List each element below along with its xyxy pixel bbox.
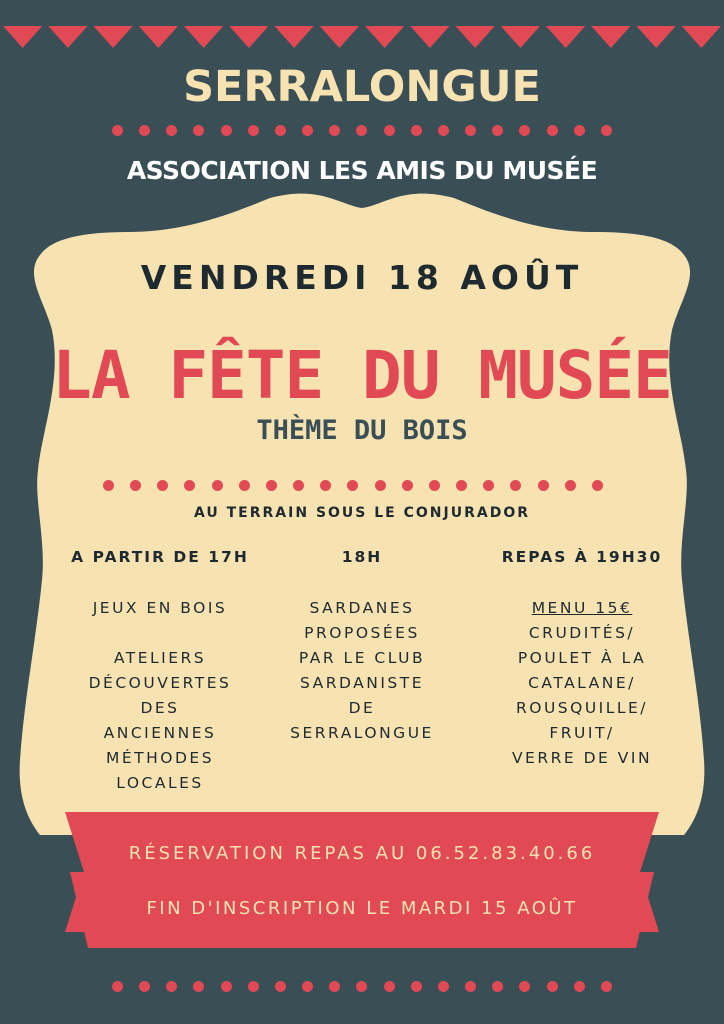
decorative-dot [302,981,313,992]
decorative-dot [166,981,177,992]
menu-line: CATALANE/ [528,674,636,692]
activity-line: DES [140,699,180,717]
decorative-dot [320,480,331,491]
decorative-dot [438,125,449,136]
decorative-dot [438,981,449,992]
association-name: ASSOCIATION LES AMIS DU MUSÉE [126,156,598,185]
column-heading: REPAS À 19H30 [501,548,663,566]
decorative-dot [275,125,286,136]
activity-line: JEUX EN BOIS [92,599,228,617]
decorative-dot [157,480,168,491]
menu-line: VERRE DE VIN [511,749,653,767]
decorative-dot [221,125,232,136]
decorative-dot [130,480,141,491]
event-name: LA FÊTE DU MUSÉE [52,337,672,414]
decorative-dot [375,480,386,491]
activity-line: ATELIERS [113,649,207,667]
decorative-dot [601,125,612,136]
decorative-dot [456,480,467,491]
decorative-dot [402,480,413,491]
decorative-dot [293,480,304,491]
menu-line: CRUDITÉS/ [528,624,636,642]
reservation-phone: RÉSERVATION REPAS AU 06.52.83.40.66 [128,843,596,864]
decorative-dot [184,480,195,491]
decorative-dot [429,480,440,491]
dot-divider-middle [103,480,603,491]
decorative-dot [547,125,558,136]
decorative-dot [193,981,204,992]
decorative-dot [193,125,204,136]
activity-line: DÉCOUVERTES [88,674,232,692]
activity-line: SERRALONGUE [290,724,434,742]
decorative-dot [221,981,232,992]
decorative-dot [519,981,530,992]
decorative-dot [411,125,422,136]
decorative-dot [329,125,340,136]
decorative-dot [384,981,395,992]
decorative-dot [492,981,503,992]
decorative-dot [212,480,223,491]
activity-line: LOCALES [116,774,204,792]
decorative-dot [565,480,576,491]
decorative-dot [510,480,521,491]
activity-line: ANCIENNES [103,724,217,742]
decorative-dot [239,480,250,491]
decorative-dot [139,981,150,992]
schedule-column-afternoon [40,548,280,796]
decorative-dot [112,981,123,992]
decorative-dot [574,981,585,992]
decorative-dot [547,981,558,992]
decorative-dot [492,125,503,136]
activity-line: PAR LE CLUB [298,649,426,667]
column-heading: 18H [341,548,383,566]
menu-line: POULET À LA [517,649,647,667]
event-date: VENDREDI 18 AOÛT [140,258,584,297]
activity-line: DE [348,699,376,717]
decorative-dot [166,125,177,136]
decorative-dot [248,981,259,992]
dot-divider-bottom [112,981,612,992]
decorative-dot [483,480,494,491]
schedule-column-evening [262,548,462,746]
decorative-dot [592,480,603,491]
event-location: AU TERRAIN SOUS LE CONJURADOR [193,505,530,521]
decorative-dot [356,981,367,992]
decorative-dot [519,125,530,136]
decorative-dot [356,125,367,136]
decorative-dot [538,480,549,491]
decorative-dot [103,480,114,491]
decorative-dot [465,125,476,136]
activity-line: SARDANISTE [299,674,425,692]
dot-divider-top [112,125,612,136]
decorative-dot [384,125,395,136]
town-title: SERRALONGUE [183,62,541,112]
activity-line: MÉTHODES [105,749,215,767]
decorative-dot [465,981,476,992]
decorative-dot [302,125,313,136]
menu-line: FRUIT/ [549,724,615,742]
decorative-dot [411,981,422,992]
decorative-dot [275,981,286,992]
decorative-dot [248,125,259,136]
menu-line: ROUSQUILLE/ [515,699,649,717]
decorative-dot [574,125,585,136]
menu-price: MENU 15€ [531,599,633,617]
decorative-dot [329,981,340,992]
schedule-column-meal [462,548,702,771]
activity-line: PROPOSÉES [304,624,420,642]
decorative-dot [139,125,150,136]
decorative-dot [347,480,358,491]
decorative-dot [112,125,123,136]
registration-deadline: FIN D'INSCRIPTION LE MARDI 15 AOÛT [146,898,578,919]
event-theme: THÈME DU BOIS [256,415,468,446]
decorative-dot [601,981,612,992]
column-heading: A PARTIR DE 17H [71,548,249,566]
activity-line: SARDANES [309,599,415,617]
decorative-dot [266,480,277,491]
